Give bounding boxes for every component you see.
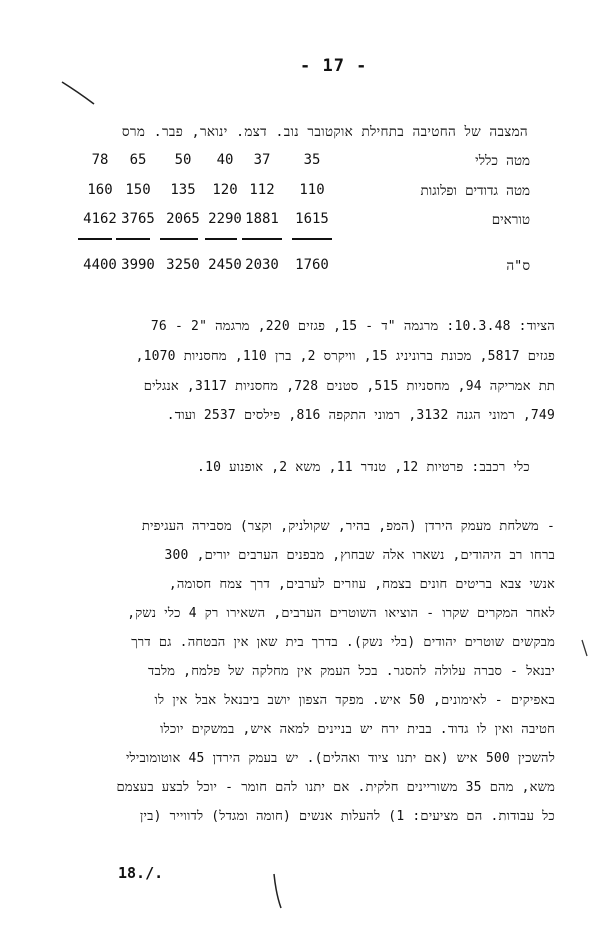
table-cell: 65: [129, 152, 147, 168]
table-cell: 4162: [83, 211, 117, 227]
body-line: - משלחת מעמק הירדן (המפ, בהיר, שקולניק, וקצר) מסבירה העגיפית: [141, 519, 555, 534]
table-cell: 1615: [295, 211, 329, 227]
sum-rule: [160, 238, 198, 240]
table-cell: 78: [91, 152, 109, 168]
corner-pen-mark: [60, 78, 100, 108]
vehicles-line: כלי רכבב: פרטיות 12, טנדר 11, משא 2, אופנוע 10.: [197, 460, 530, 475]
table-cell: 2030: [245, 257, 279, 273]
table-cell: 1881: [245, 211, 279, 227]
row-label-privates: טוראים: [491, 212, 530, 228]
table-cell: 110: [299, 182, 325, 198]
page-number: - 17 -: [300, 56, 368, 76]
sum-rule: [78, 238, 112, 240]
table-cell: 3990: [121, 257, 155, 273]
equipment-line: 749, רמוני הגנה 3132, רמוני התקפה 816, פילסים 2537 ועוד.: [166, 408, 555, 423]
body-line: לאחר המקרים שקרו - הוציאו השוטרים הערבים, השאירו רק 4 כלי נשק,: [127, 606, 555, 621]
sum-rule: [205, 238, 237, 240]
table-cell: 112: [249, 182, 275, 198]
row-label-battalion-staff: מטה גדודים ופלוגות: [420, 183, 530, 199]
sum-rule: [116, 238, 150, 240]
equipment-line: פגזים 5817, מכונת ברוניניג 15, וויקרס 2, ברן 110, מחסניות 1070,: [135, 349, 555, 364]
sum-rule: [292, 238, 332, 240]
table-cell: 160: [87, 182, 113, 198]
next-page-reference: 18./.: [118, 864, 164, 882]
table-cell: 1760: [295, 257, 329, 273]
table-cell: 4400: [83, 257, 117, 273]
table-cell: 135: [170, 182, 196, 198]
bottom-pen-stroke: [268, 872, 286, 912]
table-header: המצבה של החטיבה בתחילת אוקטובר נוב. דצמ. ינואר, פבר. מרס: [121, 124, 528, 140]
body-line: ברחו רב היהודים, נשארו אלה שבחוץ, מבפנים הערבים יורים, 300: [164, 548, 555, 563]
table-cell: 2450: [208, 257, 242, 273]
table-cell: 37: [253, 152, 271, 168]
body-line: להשכין 500 איש (אם יתנו ציוד ואהלים). יש בעמק הירדן 45 אוטומובילי: [125, 751, 555, 766]
table-cell: 35: [303, 152, 321, 168]
table-cell: 50: [174, 152, 192, 168]
sum-rule: [242, 238, 282, 240]
body-line: חטיבה ואין לו גדוד. בבית ירח יש בניינים למאה איש, במשקים יוכלו: [160, 722, 555, 737]
table-cell: 2065: [166, 211, 200, 227]
body-line: משא, מהם 35 משוריינים חלקית. אם יתנו להם חומר - יוכל לבצע בעצמם: [116, 780, 555, 795]
table-cell: 3765: [121, 211, 155, 227]
table-cell: 150: [125, 182, 151, 198]
row-label-general-staff: מטה כללי: [475, 153, 530, 169]
body-line: כל עבודות. הם מציעים: 1) להעלות אנשים (חומה ומגדל) לדווייר (בין: [140, 809, 555, 824]
table-cell: 40: [216, 152, 234, 168]
body-line: באפיקים - לאימונים, 50 איש. מפקד הצפון יושב ביבנאל אבל אין לו: [154, 693, 555, 708]
table-cell: 120: [212, 182, 238, 198]
table-cell: 2290: [208, 211, 242, 227]
body-line: מבקשים שוטרים יהודים (בלי נשק). בדרך בית שאן אין הבטחה. גם דרך: [131, 635, 555, 650]
equipment-line: הציוד: 10.3.48: מרגמה "ד - 15, פגזים 220, מרגמה "2 - 76: [150, 319, 555, 334]
table-cell: 3250: [166, 257, 200, 273]
row-label-total: ס"ה: [506, 258, 530, 274]
margin-tick-mark: [578, 638, 592, 660]
body-line: יבנאל - סברה עלולה להסגר. בכל העמק אין מחלקה של פלמח, מלבד: [148, 664, 555, 679]
body-line: אנשי צבא בריטים חונים בצמח, עוזרים לערבים, דרך צמח חסומה,: [168, 577, 555, 592]
equipment-line: תת אמריקה 94, מחסניות 515, סטנים 728, מחסניות 3117, אנגלים: [143, 379, 555, 394]
